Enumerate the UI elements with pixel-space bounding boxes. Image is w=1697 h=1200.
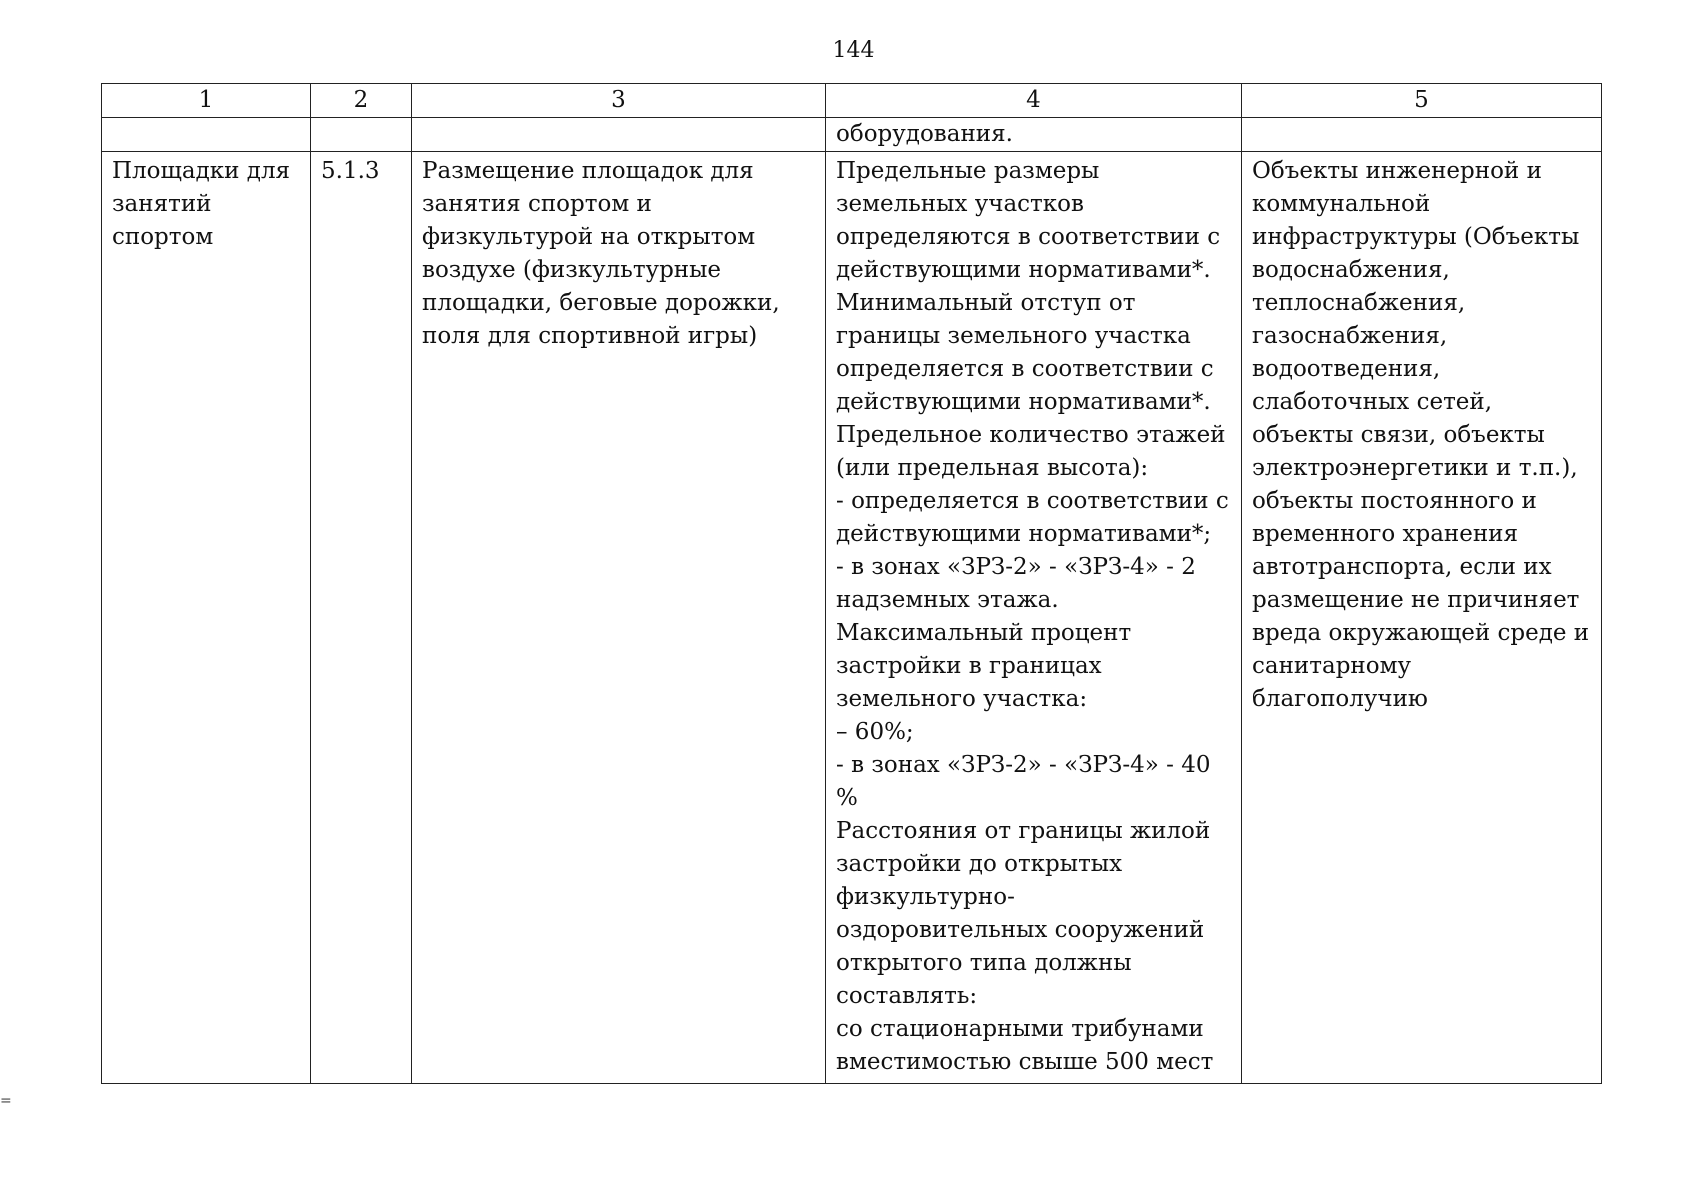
use-code-cell [311,152,412,1084]
table-header-row [102,84,1602,118]
header-cell-5: 5 [1242,84,1602,118]
zoning-table [101,83,1602,1084]
parameters-line: вместимостью свыше 500 мест [836,1049,1214,1075]
parameters-line: - определяется в соответствии с [836,488,1229,514]
auxiliary-line: объекты постоянного и [1252,488,1537,514]
use-description-cell [412,152,826,1084]
description-line: поля для спортивной игры) [422,323,758,349]
header-cell-3: 3 [412,84,826,118]
auxiliary-line: благополучию [1252,686,1428,712]
description-line: занятия спортом и [422,191,652,217]
auxiliary-line: водоснабжения, [1252,257,1450,283]
parameters-line: % [836,785,858,811]
use-code: 5.1.3 [321,158,380,184]
description-line: воздухе (физкультурные [422,257,722,283]
description-line: площадки, беговые дорожки, [422,290,780,316]
margin-mark: = [0,1093,12,1109]
auxiliary-line: теплоснабжения, [1252,290,1466,316]
auxiliary-line: водоотведения, [1252,356,1441,382]
cont-cell-5 [1242,118,1602,152]
auxiliary-line: автотранспорта, если их [1252,554,1552,580]
parameters-line: Предельные размеры [836,158,1100,184]
parameters-line: земельного участка: [836,686,1088,712]
parameters-line: действующими нормативами*. [836,389,1211,415]
auxiliary-line: размещение не причиняет [1252,587,1580,613]
parameters-line: со стационарными трибунами [836,1016,1204,1042]
continuation-row [102,118,1602,152]
parameters-line: оздоровительных сооружений [836,917,1205,943]
auxiliary-line: Объекты инженерной и [1252,158,1542,184]
auxiliary-line: коммунальной [1252,191,1431,217]
use-name-cell [102,152,311,1084]
parameters-line: Минимальный отступ от [836,290,1136,316]
parameters-line: открытого типа должны [836,950,1132,976]
parameters-line: застройки до открытых [836,851,1123,877]
use-name-line: Площадки для [112,158,291,184]
parameters-line: действующими нормативами*. [836,257,1211,283]
auxiliary-line: газоснабжения, [1252,323,1448,349]
auxiliary-line: инфраструктуры (Объекты [1252,224,1580,250]
parameters-line: границы земельного участка [836,323,1191,349]
cont-cell-2 [311,118,412,152]
description-line: физкультурой на открытом [422,224,756,250]
parameters-line: – 60%; [836,719,914,745]
cont-cell-1 [102,118,311,152]
auxiliary-line: санитарному [1252,653,1412,679]
use-name-line: спортом [112,224,214,250]
cont-cell-4: оборудования. [826,118,1242,152]
parameters-line: Максимальный процент [836,620,1132,646]
parameters-line: составлять: [836,983,978,1009]
parameters-line: Расстояния от границы жилой [836,818,1211,844]
table-row [102,152,1602,1084]
parameters-line: надземных этажа. [836,587,1059,613]
auxiliary-uses-cell [1242,152,1602,1084]
auxiliary-line: слаботочных сетей, [1252,389,1493,415]
parameters-line: - в зонах «ЗРЗ-2» - «ЗРЗ-4» - 2 [836,554,1196,580]
use-name-line: занятий [112,191,212,217]
parameters-line: определяется в соответствии с [836,356,1214,382]
parameters-line: - в зонах «ЗРЗ-2» - «ЗРЗ-4» - 40 [836,752,1211,778]
parameters-line: (или предельная высота): [836,455,1149,481]
header-cell-4: 4 [826,84,1242,118]
parameters-line: действующими нормативами*; [836,521,1212,547]
auxiliary-line: электроэнергетики и т.п.), [1252,455,1578,481]
parameters-line: застройки в границах [836,653,1102,679]
page-number: 144 [832,38,875,63]
description-line: Размещение площадок для [422,158,754,184]
cont-cell-3 [412,118,826,152]
header-cell-1: 1 [102,84,311,118]
parameters-line: Предельное количество этажей [836,422,1226,448]
auxiliary-line: объекты связи, объекты [1252,422,1545,448]
auxiliary-line: временного хранения [1252,521,1519,547]
parameters-line: определяются в соответствии с [836,224,1221,250]
parameters-cell [826,152,1242,1084]
parameters-line: земельных участков [836,191,1084,217]
auxiliary-line: вреда окружающей среде и [1252,620,1590,646]
parameters-line: физкультурно- [836,884,1015,910]
header-cell-2: 2 [311,84,412,118]
